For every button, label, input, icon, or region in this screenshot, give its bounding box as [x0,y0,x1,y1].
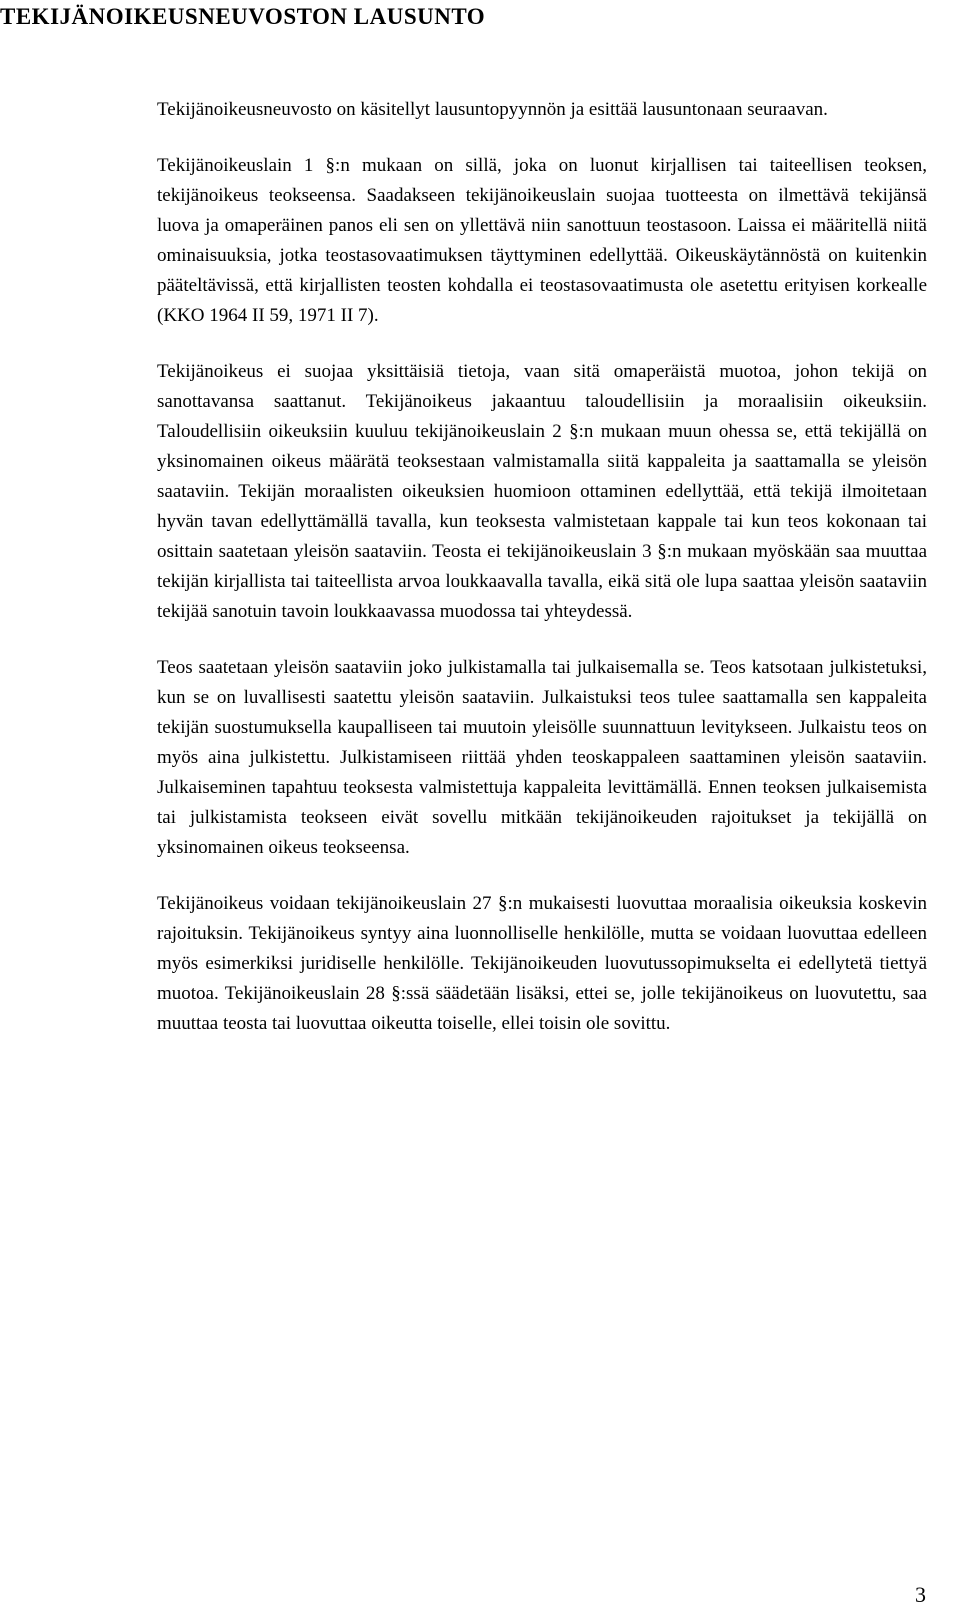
paragraph-copyright-basis: Tekijänoikeuslain 1 §:n mukaan on sillä, joka on luonut kirjallisen tai taiteellisen teoksen, tekijänoikeus teokseensa. Saadakseen tekijänoikeuslain suojaa tuotteesta on ilmettävä tekijänsä luova ja omaperäinen panos eli sen on yllettävä niin sanottuun teostasoon. Laissa ei määritellä niitä ominaisuuksia, jotka teostasovaatimuksen täyttyminen edellyttää. Oikeuskäytännöstä on kuitenkin pääteltävissä, että kirjallisten teosten kohdalla ei teostasovaatimusta ole asetettu erityisen korkealle (KKO 1964 II 59, 1971 II 7). [157,155,927,326]
paragraph-rights: Tekijänoikeus ei suojaa yksittäisiä tietoja, vaan sitä omaperäistä muotoa, johon tekijä on sanottavansa saattanut. Tekijänoikeus jakaantuu taloudellisiin ja moraalisiin oikeuksiin. Taloudellisiin oikeuksiin kuuluu tekijänoikeuslain 2 §:n mukaan muun ohessa se, että tekijällä on yksinomainen oikeus määrätä teoksestaan valmistamalla siitä kappaleita ja saattamalla se yleisön saataviin. Tekijän moraalisten oikeuksien huomioon ottaminen edellyttää, että tekijä ilmoitetaan hyvän tavan edellyttämällä tavalla, kun teoksesta valmistetaan kappale tai kun teos kokonaan tai osittain saatetaan yleisön saataviin. Teosta ei tekijänoikeuslain 3 §:n mukaan myöskään saa muuttaa tekijän kirjallista tai taiteellista arvoa loukkaavalla tavalla, eikä sitä ole lupa saattaa yleisön saataviin tekijää sanotuin tavoin loukkaavassa muodossa tai yhteydessä. [157,361,927,622]
paragraph-intro: Tekijänoikeusneuvosto on käsitellyt lausuntopyynnön ja esittää lausuntonaan seuraavan. [157,99,828,120]
paragraph-transfer: Tekijänoikeus voidaan tekijänoikeuslain 27 §:n mukaisesti luovuttaa moraalisia oikeuksia koskevin rajoituksin. Tekijänoikeus syntyy aina luonnolliselle henkilölle, mutta se voidaan luovuttaa edelleen myös esimerkiksi juridiselle henkilölle. Tekijänoikeuden luovutussopimukselta ei edellytetä tiettyä muotoa. Tekijänoikeuslain 28 §:ssä säädetään lisäksi, ettei se, jolle tekijänoikeus on luovutettu, saa muuttaa teosta tai luovuttaa oikeutta toiselle, ellei toisin ole sovittu. [157,893,927,1034]
paragraph-publication: Teos saatetaan yleisön saataviin joko julkistamalla tai julkaisemalla se. Teos katsotaan julkistetuksi, kun se on luvallisesti saatettu yleisön saataviin. Julkaistuksi teos tulee saattamalla sen kappaleita tekijän suostumuksella kaupalliseen tai muutoin yleisölle suunnattuun levitykseen. Julkaistu teos on myös aina julkistettu. Julkistamiseen riittää yhden teoskappaleen saattaminen yleisön saataviin. Julkaiseminen tapahtuu teoksesta valmistettuja kappaleita levittämällä. Ennen teoksen julkaisemista tai julkistamista teokseen eivät sovellu mitkään tekijänoikeuden rajoitukset ja tekijällä on yksinomainen oikeus teokseensa. [157,657,927,858]
document-body [157,95,927,1065]
document-title: TEKIJÄNOIKEUSNEUVOSTON LAUSUNTO [0,4,486,29]
page-number: 3 [915,1582,926,1607]
